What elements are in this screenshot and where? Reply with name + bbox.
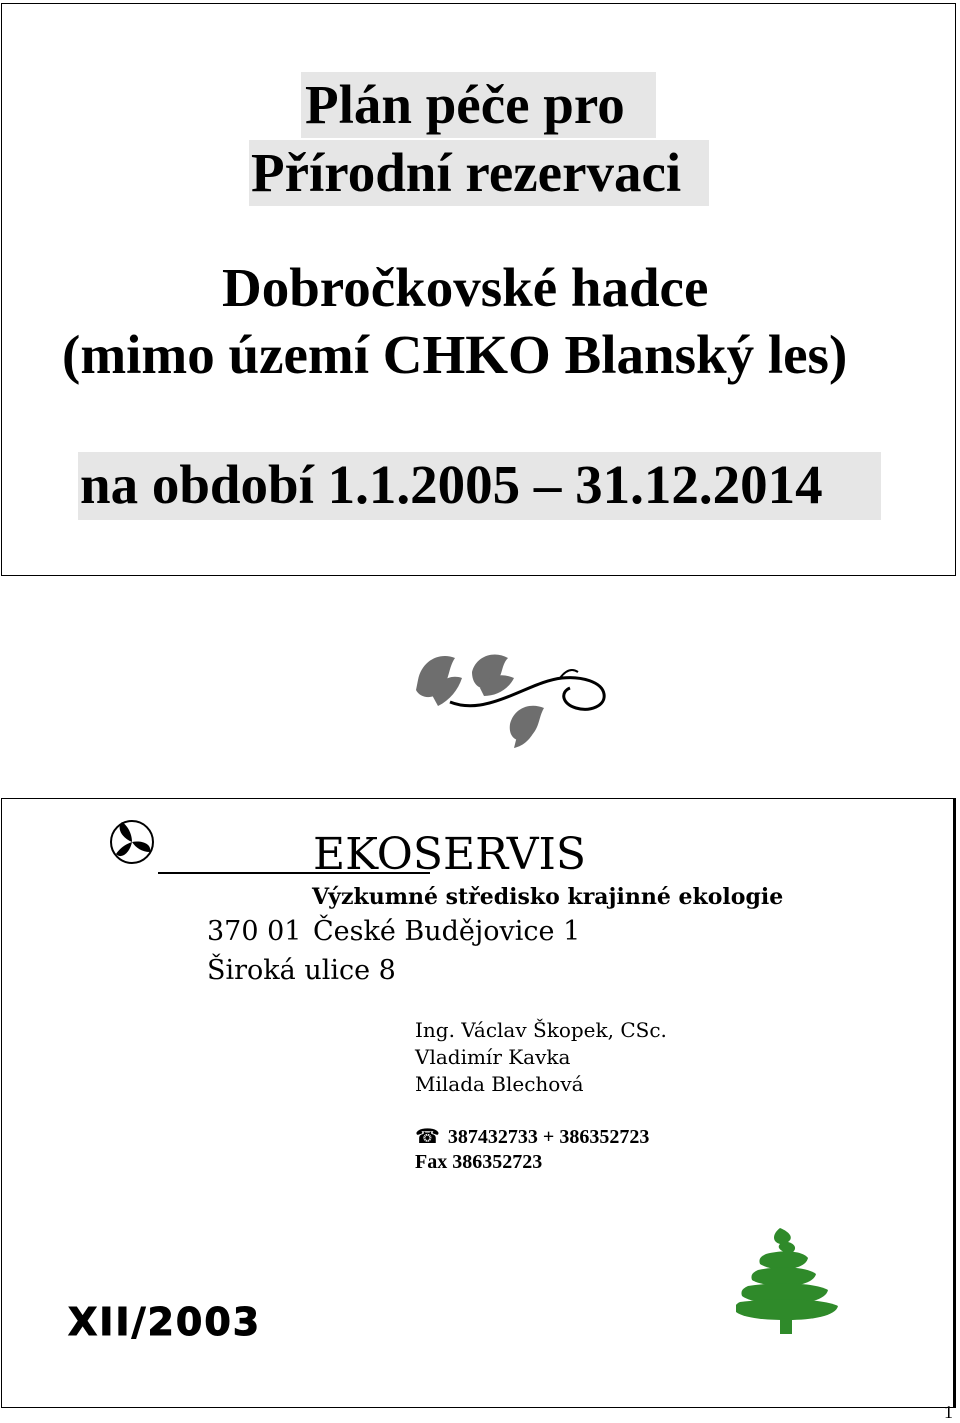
title-line-1: Plán péče pro <box>301 72 656 138</box>
author-3: Milada Blechová <box>415 1072 584 1096</box>
period-text: na období 1.1.2005 – 31.12.2014 <box>78 452 881 520</box>
address-city: České Budějovice 1 <box>313 916 581 947</box>
propeller-logo-icon <box>108 818 156 866</box>
address-street: Široká ulice 8 <box>207 955 396 986</box>
address-zip: 370 01 <box>207 916 302 947</box>
company-name: EKOSERVIS <box>313 829 587 880</box>
date-code: XII/2003 <box>68 1300 262 1344</box>
phone-line <box>415 1124 649 1149</box>
author-1: Ing. Václav Škopek, CSc. <box>415 1018 667 1042</box>
author-2: Vladimír Kavka <box>415 1045 571 1069</box>
subtitle-line-2: (mimo území CHKO Blanský les) <box>62 324 848 385</box>
phone-icon: ☎ <box>415 1126 440 1148</box>
leaf-ornament-icon <box>410 650 610 750</box>
subtitle-line-1: Dobročkovské hadce <box>222 257 709 318</box>
tree-icon <box>736 1228 840 1334</box>
company-description: Výzkumné středisko krajinné ekologie <box>312 884 784 910</box>
title-line-2: Přírodní rezervaci <box>249 140 709 206</box>
phone-number: 387432733 + 386352723 <box>447 1126 650 1148</box>
page-number: 1 <box>944 1402 953 1422</box>
fax-line: Fax 386352723 <box>415 1151 543 1173</box>
